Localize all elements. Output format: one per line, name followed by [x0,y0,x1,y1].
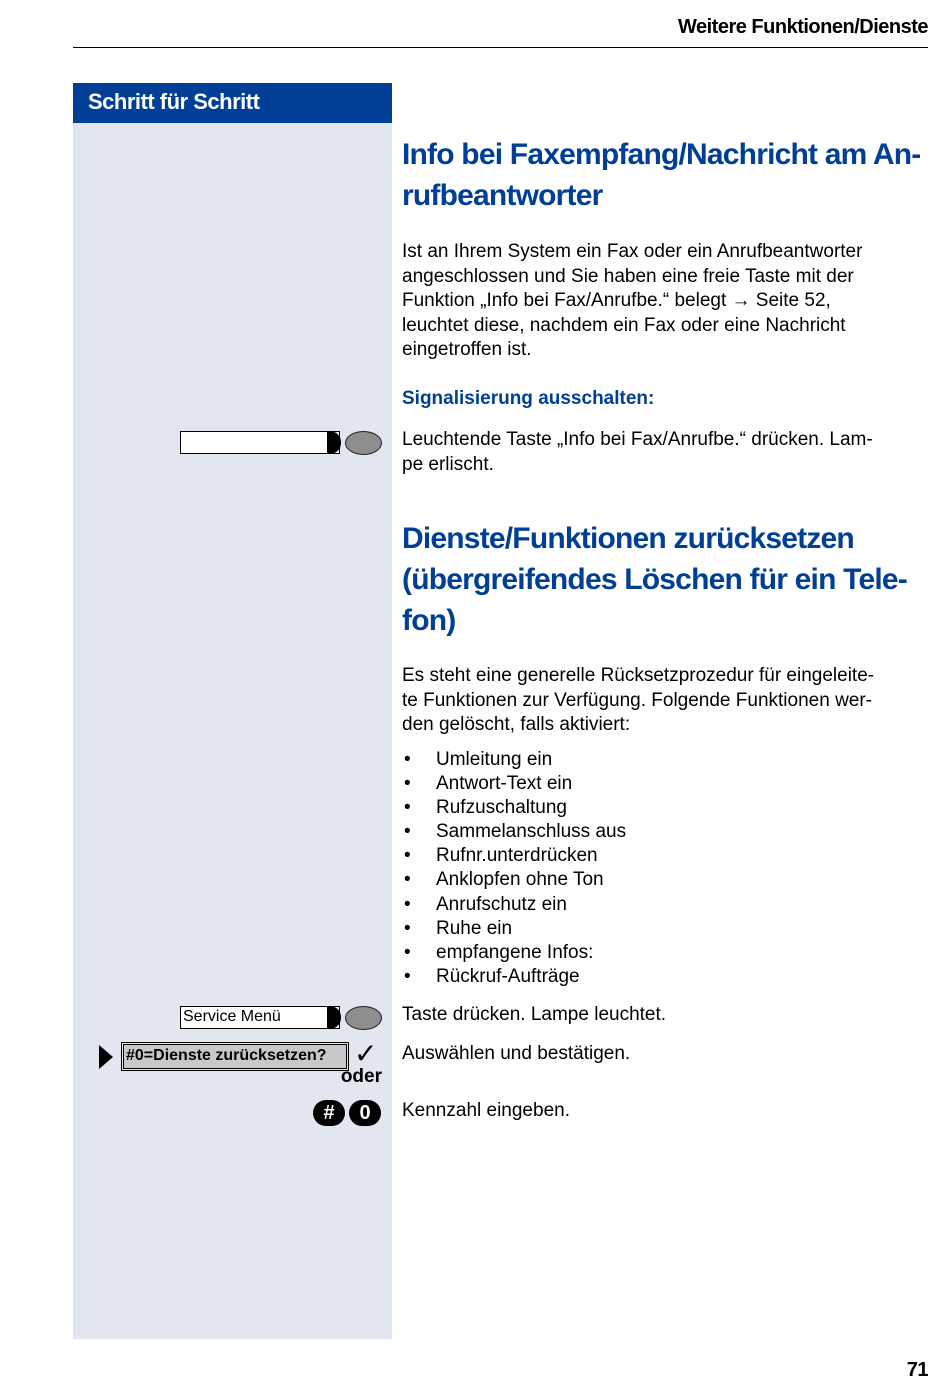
section2-heading-line: fon) [402,604,456,637]
checkmark-icon[interactable]: ✓ [354,1038,378,1069]
list-item-label: Ruhe ein [436,917,513,939]
bullet-icon: • [404,821,411,843]
list-item-label: Rufzuschaltung [436,797,567,819]
list-item-label: Rufnr.unterdrücken [436,845,598,867]
section1-paragraph [402,240,932,363]
bullet-icon: • [404,845,411,867]
paragraph-line: te Funktionen zur Verfügung. Folgende Funktionen wer- [402,689,873,711]
list-item-label: Anklopfen ohne Ton [436,869,604,891]
list-item [402,941,932,965]
section1-heading-line: rufbeantworter [402,179,603,212]
code-step-text: Kennzahl eingeben. [402,1100,570,1121]
paragraph-line: Funktion „Info bei Fax/Anrufbe.“ belegt → Seite 52, [402,290,831,311]
service-menu-key[interactable]: Service Menü [180,1006,340,1029]
section2-heading-line: (übergreifendes Löschen für ein Tele- [402,563,907,596]
list-item-label: empfangene Infos: [436,941,594,963]
bullet-icon: • [404,797,411,819]
page-number: 71 [906,1359,928,1381]
list-item-label: Sammelanschluss aus [436,821,627,843]
bullet-icon: • [404,965,411,987]
header-rule [73,47,928,48]
info-fax-lamp-icon [345,431,382,455]
list-item [402,796,932,820]
step-text-line: Leuchtende Taste „Info bei Fax/Anrufbe.“ drücken. Lam- [402,429,873,450]
list-item-label: Anrufschutz ein [436,893,567,915]
paragraph-line: angeschlossen und Sie haben eine freie Taste mit der [402,265,854,287]
section1-step-text [402,428,932,477]
bullet-icon: • [404,917,411,939]
arrow-right-icon [99,1045,113,1069]
display-menu-entry[interactable]: #0=Dienste zurücksetzen? [123,1044,347,1069]
page-header-title: Weitere Funktionen/Dienste [677,16,928,38]
service-step-text: Taste drücken. Lampe leuchtet. [402,1004,667,1025]
paragraph-line: eingetroffen ist. [402,339,532,360]
sidebar-column [73,83,392,1339]
zero-key[interactable]: 0 [349,1100,381,1126]
section1-heading-line: Info bei Faxempfang/Nachricht am An- [402,138,921,171]
info-fax-key[interactable] [180,431,340,454]
section2-heading [402,518,932,641]
paragraph-line: Ist an Ihrem System ein Fax oder ein Anrufbeantworter [402,241,863,262]
step-text-line: pe erlischt. [402,453,494,475]
reset-functions-list [402,748,932,989]
list-item [402,748,932,772]
list-item [402,868,932,892]
list-item [402,965,932,989]
list-item-label: Umleitung ein [436,749,553,770]
select-step-text: Auswählen und bestätigen. [402,1043,631,1064]
bullet-icon: • [404,941,411,963]
bullet-icon: • [404,773,411,795]
list-item [402,917,932,941]
bullet-icon: • [404,869,411,891]
section1-heading [402,134,932,216]
list-item [402,772,932,796]
section1-subheading: Signalisierung ausschalten: [402,388,655,409]
list-item [402,893,932,917]
sidebar-title: Schritt für Schritt [73,83,392,123]
service-menu-lamp-icon [345,1006,382,1030]
list-item-label: Rückruf-Aufträge [436,965,580,987]
list-item [402,844,932,868]
list-item [402,820,932,844]
bullet-icon: • [404,749,411,770]
section2-paragraph [402,664,932,738]
hash-key[interactable]: # [313,1100,345,1126]
list-item-label: Antwort-Text ein [436,773,573,795]
oder-label: oder [340,1066,382,1087]
section2-heading-line: Dienste/Funktionen zurücksetzen [402,522,854,555]
paragraph-line: Es steht eine generelle Rücksetzprozedur für eingeleite- [402,665,875,686]
paragraph-line: den gelöscht, falls aktiviert: [402,714,631,735]
bullet-icon: • [404,893,411,915]
paragraph-line: leuchtet diese, nachdem ein Fax oder eine Nachricht [402,314,846,336]
